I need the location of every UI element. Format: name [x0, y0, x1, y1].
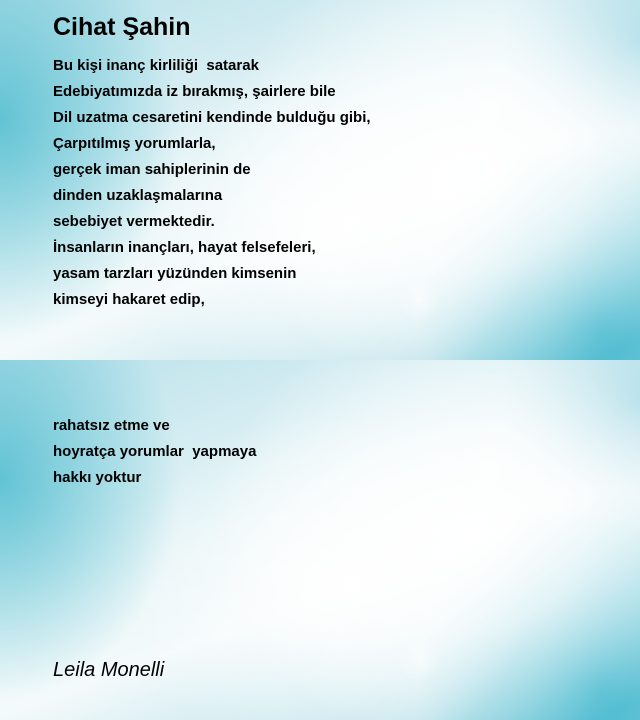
poem-line: Çarpıtılmış yorumlarla, — [53, 135, 216, 152]
poem-line: sebebiyet vermektedir. — [53, 213, 215, 230]
poem-line: rahatsız etme ve — [53, 417, 170, 434]
poem-line: Edebiyatımızda iz bırakmış, şairlere bile — [53, 83, 336, 100]
poem-line: dinden uzaklaşmalarına — [53, 187, 223, 204]
poem-line: Dil uzatma cesaretini kendinde bulduğu gibi, — [53, 109, 371, 126]
poem-line: Bu kişi inanç kirliliği satarak — [53, 57, 259, 74]
poem-line: yasam tarzları yüzünden kimsenin — [53, 265, 297, 282]
poem-line: hakkı yoktur — [53, 469, 142, 486]
poem-stanza-bottom — [53, 413, 256, 491]
poem-stanza-top — [53, 53, 371, 313]
poem-line: gerçek iman sahiplerinin de — [53, 161, 251, 178]
poem-author: Leila Monelli — [53, 659, 165, 681]
poem-title: Cihat Şahin — [53, 13, 191, 41]
poem-card-bottom — [0, 360, 640, 720]
poem-line: kimseyi hakaret edip, — [53, 291, 205, 308]
poem-line: hoyratça yorumlar yapmaya — [53, 443, 257, 460]
poem-line: İnsanların inançları, hayat felsefeleri, — [53, 239, 316, 256]
